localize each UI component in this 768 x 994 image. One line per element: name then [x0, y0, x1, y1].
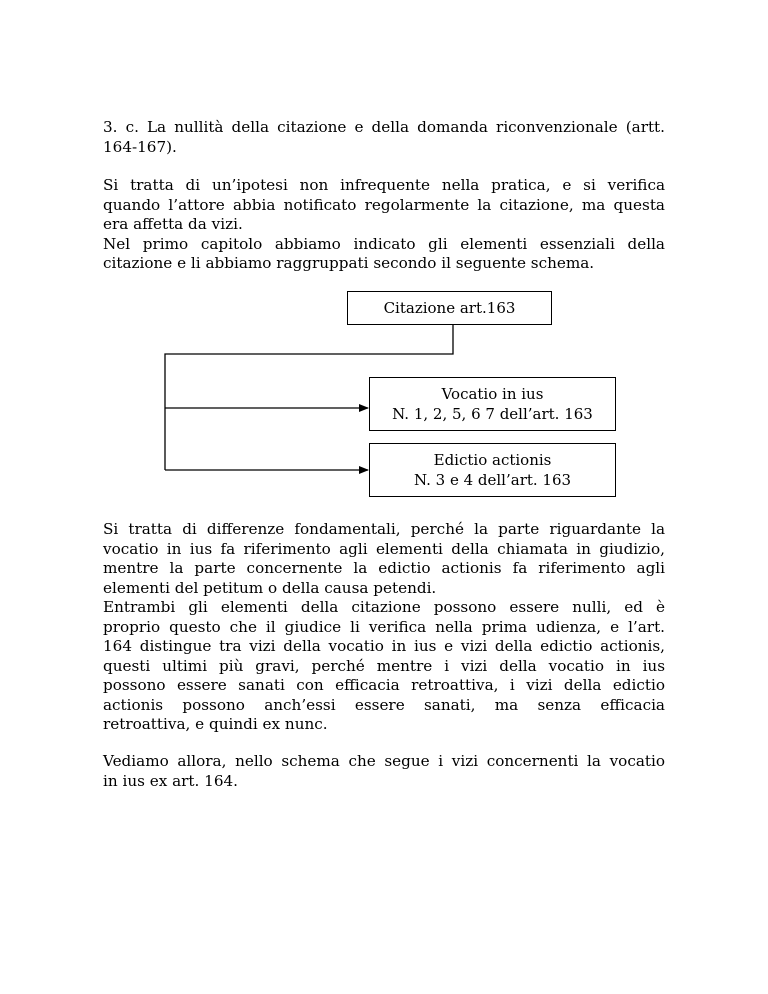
vocatio-detail: N. 1, 2, 5, 6 7 dell’art. 163: [392, 405, 593, 423]
edictio-title: Edictio actionis: [433, 451, 552, 469]
edictio-detail: N. 3 e 4 dell’art. 163: [413, 471, 572, 489]
text-line: quando l’attore abbia notificato regolarmente la citazione, ma questa: [103, 195, 665, 214]
text-line: retroattiva, e quindi ex nunc.: [103, 715, 328, 733]
closing-paragraph: [103, 752, 665, 791]
text-line: possono essere sanati con efficacia retroattiva, i vizi della edictio: [103, 676, 665, 694]
heading-line: 164-167).: [103, 137, 177, 156]
body-paragraph: [103, 520, 665, 735]
text-line: era affetta da vizi.: [103, 215, 243, 233]
text-line: elementi del petitum o della causa petendi.: [103, 578, 437, 597]
text-line: vocatio in ius fa riferimento agli elementi della chiamata in giudizio,: [103, 539, 665, 558]
text-line: 164 distingue tra vizi della vocatio in ius e vizi della edictio actionis,: [103, 637, 665, 655]
vocatio-box: [369, 377, 616, 431]
citazione-label: Citazione art.163: [383, 299, 516, 317]
text-line: Nel primo capitolo abbiamo indicato gli elementi essenziali della: [103, 234, 665, 253]
edictio-box: [369, 443, 616, 497]
heading-line: 3. c. La nullità della citazione e della domanda riconvenzionale (artt.: [103, 118, 665, 136]
text-line: proprio questo che il giudice li verifica nella prima udienza, e l’art.: [103, 617, 665, 636]
text-line: Si tratta di un’ipotesi non infrequente nella pratica, e si verifica: [103, 176, 665, 194]
text-line: Vediamo allora, nello schema che segue i vizi concernenti la vocatio: [103, 752, 665, 770]
text-line: in ius ex art. 164.: [103, 771, 238, 790]
text-line: citazione e li abbiamo raggruppati secondo il seguente schema.: [103, 254, 595, 272]
text-line: Entrambi gli elementi della citazione possono essere nulli, ed è: [103, 598, 665, 616]
text-line: Si tratta di differenze fondamentali, perché la parte riguardante la: [103, 520, 665, 538]
text-line: questi ultimi più gravi, perché mentre i vizi della vocatio in ius: [103, 656, 665, 675]
text-line: mentre la parte concernente la edictio actionis fa riferimento agli: [103, 559, 665, 577]
vocatio-title: Vocatio in ius: [441, 385, 544, 403]
text-line: actionis possono anch’essi essere sanati, ma senza efficacia: [103, 695, 665, 714]
citazione-box: [347, 291, 552, 325]
